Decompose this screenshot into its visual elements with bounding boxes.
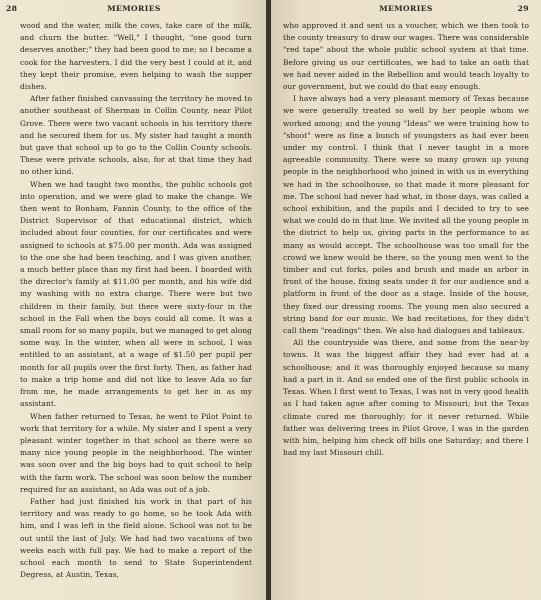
paragraph: wood and the water, milk the cows, take care of the milk, and churn the butter. "Well," I thought, "one good turn deserves another;" they had been good to me; so I became a cook for the harvesters. I did the very best I could at it, and they kept their promise, even helping to wash the supper dishes. xyxy=(20,21,252,92)
left-running-header xyxy=(0,4,268,16)
left-running-title: MEMORIES xyxy=(107,4,161,13)
paragraph: All the countryside was there, and some from the near-by towns. It was the biggest affair they had ever had at a schoolhouse; and it was thoroughly enjoyed because so many had a part in it. And so ended one of the first public schools in Texas. When I first went to Texas, I was not in very good health as I had taken ague after coming to Missouri; but the Texas climate cured me thoroughly; for it never returned. While father was delivering trees in Pilot Grove, I was in the garden with him, helping him check off bills one Saturday; and there I had my last Missouri chill. xyxy=(283,338,529,458)
paragraph: Father had just finished his work in that part of his territory and was ready to go home, so he took Ada with him, and I was left in the field alone. School was not to be out until the last of July. We had had two vacations of two weeks each with full pay. We had to make a report of the school each month to send to State Superintendent Degress, at Austin, Texas, xyxy=(20,496,252,580)
paragraph: When we had taught two months, the public schools got into operation, and we were glad to make the change. We then went to Bonham, Fannin County, to the office of the District Supervisor of that educational district, which included about four counties, for our certificates and were assigned to schools at $75.00 per month. Ada was assigned to the one she had been teaching, and I was given another, a much better place than my first had been. I boarded with the director's family at $11.00 per month, and his wife did my washing with no extra charge. There were but two children in their family, but there were sixty-four in the school in the Fall when the boys could all come. It was a small room for so many pupils, but we managed to get along some way. In the winter, when all were in school, I was entitled to an assistant, at a wage of $1.50 per pupil per month for all pupils over the first forty. Then, as father had to make a trip home and did not like to leave Ada so far from me, he made arrangements to get her in as my assistant. xyxy=(20,179,252,409)
paragraph: After father finished canvassing the territory he moved to another southeast of Sherman in Collin County, near Pilot Grove. There were two vacant schools in his territory there and he secured them for us. My sister had taught a month but gave that school up to go to the Collin County schools. These were private schools, also, for at that time they had no other kind. xyxy=(20,94,252,177)
right-page-body xyxy=(283,20,529,459)
right-running-header xyxy=(271,4,541,16)
paragraph: When father returned to Texas, he went to Pilot Point to work that territory for a while. My sister and I spent a very pleasant winter together in that school as there were so many nice young people in the neighborhood. The winter was soon over and the big boys had to quit school to help with the farm work. The school was soon below the number required for an assistant, so Ada was out of a job. xyxy=(20,411,252,494)
right-page xyxy=(271,0,541,600)
paragraph: I have always had a very pleasant memory of Texas because we were generally treated so well by her people whom we worked among; and the young "Ideas" we were training how to "shoot" were as fine a bunch of youngsters as had ever been under my control. I think that I never taught in a more agreeable community. There were so many grown up young people in the neighborhood who joined in with us in everything we had in the schoolhouse, so that made it more pleasant for me. The school had never had what, in those days, was called a school exhibition, and the pupils and I decided to try to see what we could do in that line. We invited all the young people in the district to help us, giving parts in the performance to as many as would accept. The schoolhouse was too small for the crowd we knew would be there, so the young men went to the timber and cut forks, poles and brush and made an arbor in front of the house, fixing seats under it for our audience and a platform in front of the door as a stage. Inside of the house, they fixed our dressing rooms. The young men also secured a string band for our music. We had recitations, for they didn't call them "readings" then. We also had dialogues and tableaux. xyxy=(283,94,529,336)
left-page-body xyxy=(20,20,252,581)
right-running-title: MEMORIES xyxy=(379,4,433,13)
left-page-number: 28 xyxy=(6,4,18,13)
left-page xyxy=(0,0,268,600)
paragraph: who approved it and sent us a voucher, which we then took to the county treasury to draw our wages. There was considerable "red tape" about the whole public school system at that time. Before giving us our certificates, we had to take an oath that we had never aided in the Rebellion and would teach loyalty to our government, but we could do that easy enough. xyxy=(283,21,529,92)
right-page-number: 29 xyxy=(517,4,529,13)
